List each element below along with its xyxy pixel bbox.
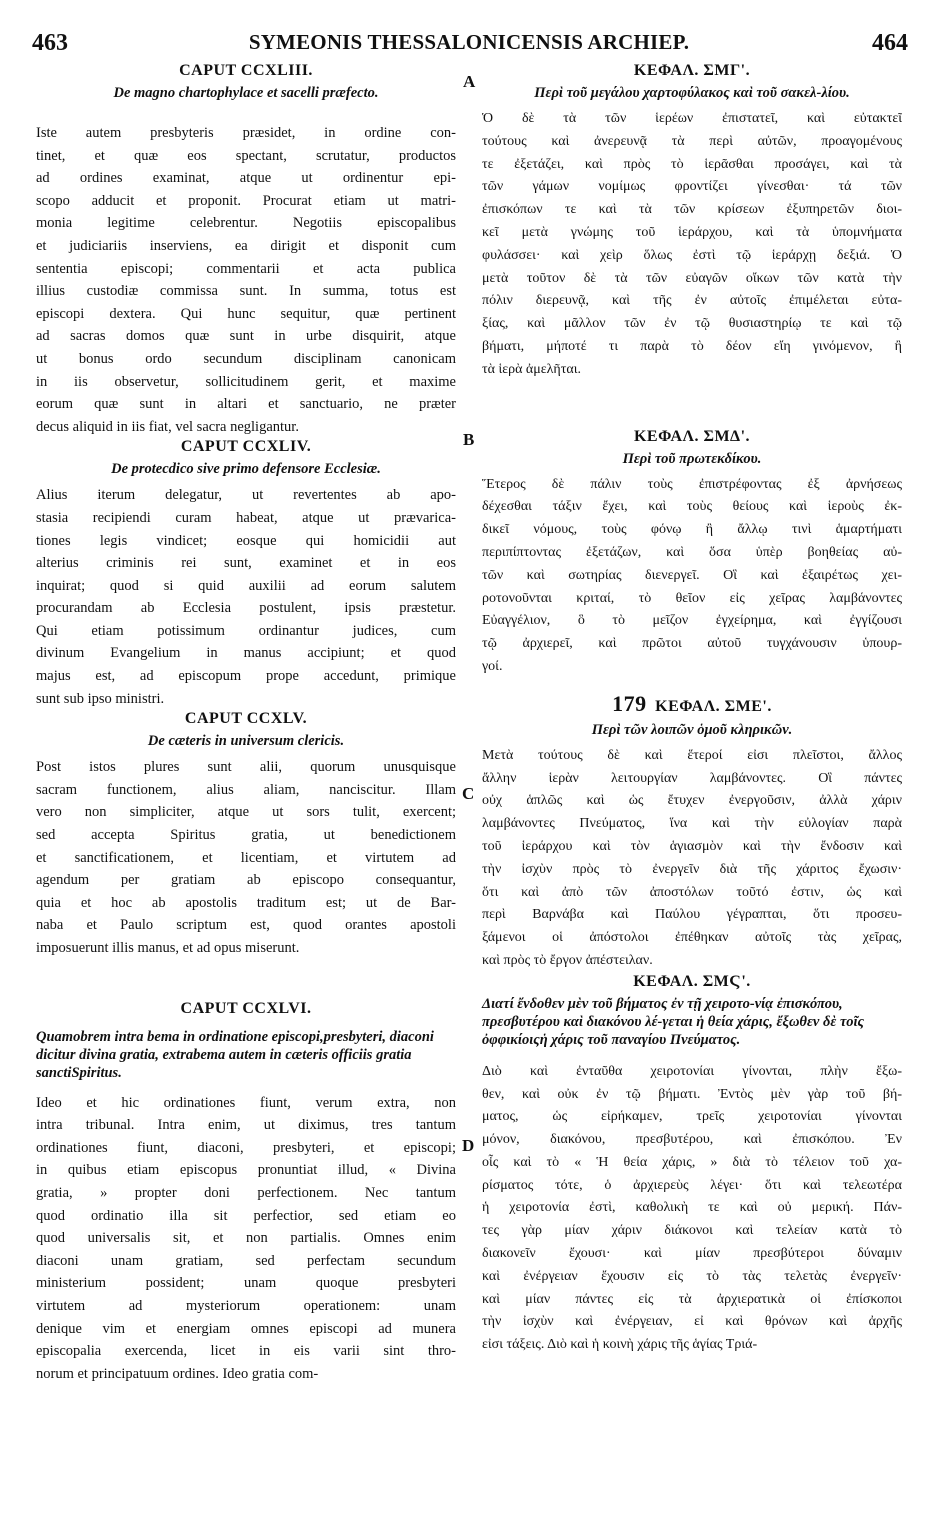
text-line: quod universalis sit, et non partialis. Omnes enim (36, 1230, 456, 1247)
text-line: quod ordinatio illa sit perfectior, sed etiam eo (36, 1207, 456, 1224)
text-line: ἡ χάρις τοῦ παναγίου Πνεύματος. (539, 1031, 741, 1048)
chapter-subtitle: De magno chartophylace et sacelli præfecto. (113, 85, 379, 101)
chapter-heading: ΚΕΦΑΛ. ΣΜΓ'. (633, 62, 751, 79)
text-line: Ἕτερος δὲ πάλιν τοὺς ἐπιστρέφοντας ἐξ ἀρνήσεως (482, 476, 902, 492)
text-line: καὶ μίαν πάντες εἰς τὰ ἀρχιερατικὰ οἱ ἐπίσκοποι (482, 1291, 902, 1307)
text-line: τούτους καὶ ἀνερευνᾷ τὰ περὶ αὐτῶν, προαγομένους (482, 133, 902, 149)
text-line: bema autem in cæteris officiis gratia sancti (36, 1046, 412, 1081)
text-line: episcopi dextera. Qui hunc sequitur, quæ pertinent (36, 305, 456, 322)
text-line: τες γὰρ μίαν χάριν διάκονοι καὶ τελείαν κατὰ τὸ (482, 1223, 902, 1239)
chapter-text (36, 1092, 456, 1386)
left-page-number: 463 (32, 30, 68, 56)
text-line: μετὰ τοῦτον δὲ τὰ τῶν εὐαγῶν οἴκων τῶν κατὰ τὴν (482, 270, 902, 286)
text-line: tiones legis vindicet; eosque qui homicidii aut (36, 532, 456, 549)
chapter-heading (482, 691, 902, 717)
text-line: Quamobrem intra bema in ordinatione episcopi, (36, 1028, 324, 1045)
text-line: ἄλλην ἱερὰν λειτουργίαν λαμβάνοντες. Οἳ πάντες (482, 770, 902, 786)
text-line: vero non simpliciter, atque ut sors tulit, exercent; (36, 804, 456, 821)
text-line: βήματι, μήποτέ τι παρὰ τὸ δέον εἴη γινόμενον, ἢ (482, 338, 902, 354)
column-number: 179 (612, 690, 647, 716)
chapter-heading: ΚΕΦΑΛ. ΣΜΔ'. (633, 427, 751, 445)
text-line: decus aliquid in iis fiat, vel sacra negligantur. (36, 418, 299, 435)
chapter-heading: CAPUT CCXLIII. (179, 62, 313, 79)
chapter-text (36, 122, 456, 438)
text-line: μόνον, διακόνου, πρεσβυτέρου, καὶ ἐπισκόπου. Ἐν (482, 1132, 902, 1148)
running-title: SYMEONIS THESSALONICENSIS ARCHIEP. (248, 30, 690, 54)
text-line: imposuerunt illis manus, et ad opus miserunt. (36, 940, 300, 956)
text-line: denique vim et energiam omnes episcopi ad munera (36, 1320, 456, 1337)
text-line: περιπίπτοντας ἐξετάζων, καὶ ὅσα ὑπὲρ βοηθείας αὐ- (482, 544, 902, 560)
text-line: λαμβάνοντες Πνεύματος, ἵνα καὶ τὴν εὐλογίαν παρὰ (482, 816, 902, 832)
text-line: alterius criminis rei sunt, examinet et in eos (36, 555, 456, 572)
text-line: ἐπισκόπων τε καὶ τὰ τῶν κρίσεων ἐξυπηρετῶν διοι- (482, 202, 902, 218)
text-line: λίου. (821, 85, 850, 101)
text-line: quia et hoc ab apostolis traditum est; ut de Bar- (36, 894, 456, 911)
margin-letter-a: A (463, 72, 476, 91)
text-line: intra tribunal. Intra enim, ut diximus, tres tantum (36, 1117, 456, 1134)
margin-letter-c: C (462, 784, 475, 803)
text-line: ξίας, καὶ μᾶλλον τῶν ἐν τῷ θυσιαστηρίῳ τε καὶ τῷ (482, 316, 902, 332)
text-line: diaconi unam gratiam, sed perfectam secundum (36, 1252, 456, 1269)
text-line: Alius iterum delegatur, ut revertentes ab apo- (36, 487, 456, 504)
text-line: et sanctificationem, et licentiam, et virtutem ad (36, 849, 456, 866)
text-line: majus est, ad episcopum prope accedunt, primique (36, 668, 456, 685)
chapter-subtitle (482, 84, 902, 102)
text-line: sed accepta Spiritus gratia, ut benedictionem (36, 827, 456, 844)
latin-chapter-243 (36, 62, 456, 438)
text-line: norum et principatuum ordines. Ideo gratia com- (36, 1365, 319, 1382)
text-line: Post istos plures sunt alii, quorum unusquisque (36, 759, 456, 776)
chapter-heading: CAPUT CCXLVI. (180, 999, 312, 1017)
chapter-text (482, 108, 902, 382)
text-line: περὶ Βαρνάβα καὶ Παύλου γέγραπται, ὅτι προσευ- (482, 907, 902, 923)
chapter-heading-text: ΚΕΦΑΛ. ΣΜΕ'. (655, 697, 772, 715)
chapter-subtitle (36, 1028, 456, 1082)
greek-column (482, 62, 902, 1357)
text-line: Ideo et hic ordinationes fiunt, verum extra, non (36, 1094, 456, 1111)
text-line: θεν, καὶ οὐκ ἐν τῷ βήματι. Ἐντὸς μὲν γὰρ τοῦ βή- (482, 1086, 902, 1102)
text-line: κεῖ μετὰ γνώμης τοῦ ἱεράρχου, καὶ τὰ ὑπομνήματα (482, 224, 902, 240)
text-line: τῶν γάμων νομίμως φροντίζει γίνεσθαι· τά τῶν (482, 179, 902, 195)
text-line: καὶ πρὸς τὸ ἔργον ἀπέστειλαν. (482, 952, 653, 968)
text-line: sacram functionem, alius aliam, nanciscitur. Illam (36, 781, 456, 798)
text-line: γεται ἡ θεία χάρις, ἔξωθεν δὲ τοῖς ὀφφικίοις (482, 1013, 864, 1048)
text-line: sunt sub ipso ministri. (36, 690, 165, 707)
text-line: stasia recipiendi curam habeat, atque ut prævarica- (36, 509, 456, 526)
text-line: Μετὰ τούτους δὲ καὶ ἕτεροί εἰσι πλεῖστοι, ἄλλος (482, 747, 902, 763)
chapter-heading: CAPUT CCXLV. (184, 710, 308, 728)
text-line: τοῦ ἱεράρχου καὶ τὸν ἁγιασμὸν καὶ τὴν ἔνδοσιν καὶ (482, 838, 902, 854)
text-line: ξάμενοι οἱ ἀπόστολοι ἐπέθηκαν αὐτοῖς τὰς χεῖρας, (482, 930, 902, 946)
text-line: οἷς καὶ τὸ « Ἡ θεία χάρις, » διὰ τὸ τέλειον τοῦ χα- (482, 1154, 902, 1170)
text-line: Διατί ἔνδοθεν μὲν τοῦ βήματος ἐν τῇ χειροτο- (482, 995, 755, 1012)
text-line: Περὶ τοῦ μεγάλου χαρτοφύλακος καὶ τοῦ σακελ- (534, 85, 822, 101)
text-line: agendum per gratiam ab episcopo consequantur, (36, 872, 456, 889)
latin-chapter-245 (36, 710, 456, 959)
chapter-subtitle: Περὶ τοῦ πρωτεκδίκου. (622, 450, 762, 467)
text-line: ροτονοῦνται κριταί, τὸ θεῖον εἰς χεῖρας λαμβάνοντες (482, 590, 902, 606)
text-line: monia legitime celebrentur. Negotiis episcopalibus (36, 215, 456, 232)
text-line: εἰσι τάξεις. Διὸ καὶ ἡ κοινὴ χάρις τῆς ἁγίας Τριά- (482, 1337, 758, 1353)
text-line: δικεῖ νόμους, τοὺς φόνῳ ἢ ἄλλῳ τινὶ ἁμαρτήματι (482, 522, 902, 538)
text-line: φυλάσσει· καὶ χεὶρ ὅλως ἐστὶ τῷ ἱεράρχῃ δεξιά. Ὁ (482, 247, 902, 263)
text-line: sententia episcopi; commentarii et acta publica (36, 260, 456, 277)
text-line: ad ordines examinat, atque ut ordinentur epi- (36, 170, 456, 187)
greek-chapter-246 (482, 973, 902, 1357)
text-line: Διὸ καὶ ἐνταῦθα χειροτονίαι γίνονται, πλὴν ἔξω- (482, 1063, 902, 1079)
chapter-subtitle: Περὶ τῶν λοιπῶν ὁμοῦ κληρικῶν. (591, 721, 793, 738)
chapter-text (482, 1061, 902, 1357)
chapter-heading: CAPUT CCXLIV. (180, 438, 312, 456)
text-line: δέχεσθαι τάξιν ἔχει, καὶ τοὺς θείους καὶ ἱεροὺς ἐκ- (482, 499, 902, 515)
text-line: διακονεῖν ἔχουσι· καὶ μίαν πρεσβύτεροι δύναμιν (482, 1246, 902, 1262)
text-line: Iste autem presbyteris præsidet, in ordine con- (36, 125, 456, 141)
chapter-text (36, 756, 456, 959)
chapter-subtitle (482, 995, 902, 1049)
text-line: divinum Evangelium in manus accipiunt; et quod (36, 645, 456, 662)
text-line: ut bonus ordo secundum disciplinam canonicam (36, 350, 456, 367)
text-line: in quibus etiam episcopus pronuntiat illud, « Divina (36, 1162, 456, 1179)
latin-chapter-246 (36, 1000, 456, 1386)
text-line: ματος, ὡς εἰρήκαμεν, τρεῖς χειροτονίαι γίνονται (482, 1109, 902, 1125)
text-line: οὐχ ἁπλῶς καὶ ὡς ἔτυχεν ἐνεργοῦσιν, ἀλλὰ χάριν (482, 793, 902, 809)
text-line: presbyteri, diaconi dicitur divina gratia, extra (36, 1028, 434, 1063)
chapter-text (482, 474, 902, 679)
text-line: Spiritus. (71, 1064, 122, 1081)
text-line: καὶ ἐνέργειαν ἔχουσιν εἰς τὸ τὰς τελετὰς ἐνεργεῖν· (482, 1268, 902, 1284)
margin-letter-b: B (463, 430, 475, 449)
latin-chapter-244 (36, 438, 456, 710)
chapter-subtitle: De protecdico sive primo defensore Ecclesiæ. (111, 461, 381, 478)
text-line: νίᾳ ἐπισκόπου, πρεσβυτέρου καὶ διακόνου λέ- (482, 995, 843, 1030)
latin-column (36, 62, 456, 1385)
chapter-text (36, 484, 456, 710)
text-line: virtutem ad mysteriorum operationem: unam (36, 1297, 456, 1314)
text-line: πόλιν διερευνᾷ, καὶ τῆς ἐν αὐτοῖς ἐπιμέλεται εὐτα- (482, 293, 902, 309)
text-line: illius custodiæ commissa sunt. In summa, totus est (36, 283, 456, 300)
text-line: eorum quæ sunt in altari et sanctuario, ne præter (36, 396, 456, 413)
text-line: γοί. (482, 658, 503, 674)
running-header (30, 30, 908, 60)
text-line: Εὐαγγέλιον, ὃ τὸ μεῖζον ἐγχείρημα, καὶ ἐγγίζουσι (482, 613, 902, 629)
text-line: ἡ χειροτονία ἐστὶ, καθολικὴ τε καὶ οὐ μερική. Πάν- (482, 1200, 902, 1216)
right-page-number: 464 (872, 30, 908, 56)
greek-chapter-244 (482, 428, 902, 679)
text-line: gratia, » propter doni perfectionem. Nec tantum (36, 1184, 456, 1201)
text-line: procurandam ab Ecclesia postulent, ipsis præstetur. (36, 600, 456, 617)
text-line: inquirat; quod si quid auxilii ad eorum salutem (36, 577, 456, 594)
text-line: episcopalia exercenda, licet in eis varii sint thro- (36, 1343, 456, 1360)
text-line: scopo adducit et proponit. Procurat etiam ut matri- (36, 192, 456, 209)
text-line: et judiciariis inserviens, ea dirigit et disponit cum (36, 237, 456, 254)
text-line: tinet, et quæ eos spectant, scrutatur, productos (36, 147, 456, 164)
text-line: ad sacras domos quæ sunt in urbe disquirit, atque (36, 328, 456, 345)
text-line: τὰ ἱερὰ ἀμελῆται. (482, 361, 581, 377)
text-line: naba et Paulo scriptum est, quod orantes apostoli (36, 917, 456, 934)
chapter-subtitle: De cæteris in universum clericis. (147, 733, 345, 750)
chapter-text (482, 745, 902, 973)
text-line: ρίσματος τότε, ὁ ἀρχιερεὺς λέγει· ὅτι καὶ τελεωτέρα (482, 1177, 902, 1193)
text-line: ministerium possident; unam quoque presbyteri (36, 1275, 456, 1292)
text-line: τε ἐξετάζει, καὶ πρὸς τὸ ἱερᾶσθαι προσάγει, καὶ τὰ (482, 156, 902, 172)
text-line: Qui etiam potissimum ordinantur judices, cum (36, 622, 456, 639)
text-line: Ὁ δὲ τὰ τῶν ἱερέων ἐπιστατεῖ, καὶ εὐτακτεῖ (482, 111, 902, 126)
text-line: τῷ ἀρχιερεῖ, καὶ πρῶτοι αὐτοῦ τυγχάνουσιν ὑπουρ- (482, 636, 902, 652)
margin-letter-d: D (462, 1136, 475, 1155)
chapter-heading: ΚΕΦΑΛ. ΣΜϚ'. (633, 972, 751, 990)
greek-chapter-245 (482, 691, 902, 973)
text-line: ὅτι καὶ ἀπὸ τῶν ἀποστόλων τοῦτό ἐστιν, ὡς καὶ (482, 884, 902, 900)
text-line: τὴν ἰσχὺν καὶ ἐνέργειαν, εἰ καὶ θρόνων καὶ ἀρχῆς (482, 1314, 902, 1330)
text-line: in iis observetur, sollicitudinem gerit, et maxime (36, 373, 456, 390)
text-line: ordinationes fiunt, diaconi, presbyteri, et episcopi; (36, 1139, 456, 1156)
text-line: τῶν καὶ σωτηρίας διενεργεῖ. Οἳ καὶ ἐξαιρέτως χει- (482, 567, 902, 583)
text-line: τὴν ἰσχὺν πρὸς τὸ ἐνεργεῖν διὰ τῆς χάριτος ἔχωσιν· (482, 861, 902, 877)
greek-chapter-243 (482, 62, 902, 382)
